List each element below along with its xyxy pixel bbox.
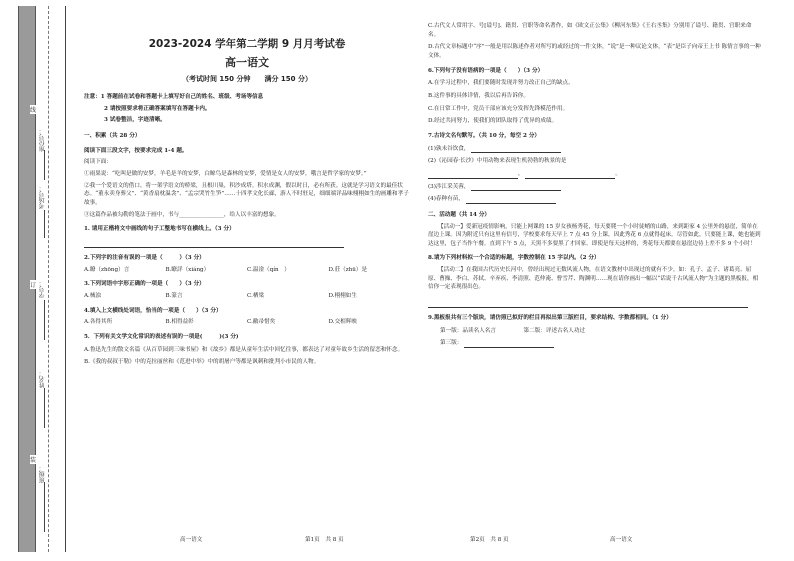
exam-subject: 高一语文	[225, 56, 269, 70]
board-3-row	[440, 339, 762, 348]
q3-option-c[interactable]: C.栖梁	[247, 293, 265, 299]
footer-right-page: 第2页 共 8 页	[470, 537, 509, 543]
q7-item-3-blank[interactable]	[471, 185, 561, 191]
q5-text: 5．下列有关文学文化常识的表述有误的一项是( )(3 分)	[84, 333, 239, 340]
binding-solid-line	[65, 6, 66, 552]
q2-option-c[interactable]: C.温淦（qín ）	[247, 266, 290, 273]
class-label: 班级：	[39, 465, 46, 483]
exam-title: 2023-2024 学年第二学期 9 月月考试卷	[148, 38, 346, 50]
board-2-label: 第二版：评述古名人功过	[523, 327, 586, 334]
q5-option-b[interactable]: B.《我的叔叔于勒》中的克拉丽丝和《范进中举》中的胡屠户等都是讽刺和批判小市民的人物。	[84, 359, 320, 366]
q7-item-2-blank-b[interactable]	[525, 173, 615, 179]
q2-options	[84, 266, 410, 275]
q2-option-b[interactable]: B.瞭詳（xiáng）	[165, 266, 210, 273]
q6-option-b[interactable]: B.这件事的具体详情，我以后再告诉你。	[428, 92, 529, 99]
q3-option-b[interactable]: B.篆言	[165, 293, 183, 299]
passage-para-1: ①雨果说：“吃叫是做的安梦，羊毛是羊的安梦，白鲸鸟是森林的安梦，爱情是女人的安梦，哦言是哲学家的安梦。”	[84, 171, 367, 178]
q6-option-c[interactable]: C.在日常工作中，党员干部应该充分发挥先锋模范作用。	[428, 105, 569, 112]
seat-no-label: 座位号：	[39, 128, 46, 152]
q7-item-3-text: (3)涉江采芙蓉，	[428, 183, 470, 190]
q7-item-1-blank[interactable]	[471, 147, 561, 153]
q7-item-2-blanks: ， 。	[428, 170, 762, 179]
board-3-blank[interactable]	[464, 342, 554, 348]
q5-option-c[interactable]: C.古代文人常用字、号[谥号]、籍贯、官职等命名著作，如《欧文正公集》《柳河东集》《王右丞集》分别用了谥号、籍贯、官职来命名。	[428, 23, 752, 38]
q1-answer-line[interactable]	[84, 238, 344, 248]
section1-heading: 一、积累（共 28 分）	[84, 133, 141, 140]
q7-item-4	[428, 195, 762, 204]
q6-option-a[interactable]: A.在学习过程中，我们要随时发现并努力改正自己的缺点。	[428, 80, 574, 87]
note-2: 2 请按照要求将正确答案填写在答题卡内。	[104, 105, 211, 112]
seat-no-field[interactable]	[44, 150, 45, 180]
q3-options	[84, 292, 410, 301]
q5-option-a[interactable]: A.鲁迅先生的散文名篇《从百草园到三味书屋》和《故乡》都是从童年生活中回忆往事，都表达了对童年故乡生活的留恋和怀念。	[84, 346, 404, 353]
student-no-label: 学号：	[39, 280, 46, 298]
q3-option-d[interactable]: D.栩栩如生	[328, 293, 357, 299]
binding-strip	[0, 0, 74, 561]
left-column	[84, 22, 410, 367]
passage-title: 阅读下面：	[84, 159, 112, 166]
q5-option-d[interactable]: D.古代文章标题中“序”一般是用以陈述作者对所写的或经过的一件文体，“说”是一种议论文体，“表”是臣子向帝王上书 陈情言事的一种文体。	[428, 44, 761, 59]
footer-left-page: 第1页 共 8 页	[305, 537, 344, 543]
section1-intro: 阅读下面三段文字，按要求完成 1-4 题。	[84, 147, 188, 154]
q4-option-c[interactable]: C.敝帚惜矣	[247, 319, 276, 326]
q4-options	[84, 318, 410, 327]
exam-room-label: 考场号：	[39, 185, 46, 209]
q4-option-b[interactable]: B.相得益彰	[165, 319, 194, 326]
exam-room-field[interactable]	[44, 210, 45, 238]
note-1: 注意：1 答题前在试卷和答题卡上填写好自己的姓名、班级、考场等信息	[84, 94, 264, 101]
right-column	[428, 22, 762, 348]
q3-text: 3.下列词语中字形正确的一项是（ ）（3 分）	[84, 281, 205, 288]
board-3-label: 第三版：	[440, 340, 463, 347]
binding-dashed-line	[48, 6, 49, 552]
binding-mark-line: 线	[30, 107, 37, 114]
q2-option-d[interactable]: D.莊（zhū）是	[328, 266, 368, 273]
q6-option-d[interactable]: D.经过共同努力，使我们的团队取得了优异的成绩。	[428, 118, 558, 125]
q6-text: 6.下列句子没有语病的一项是（ ）（3 分）	[428, 67, 544, 74]
q1-text: 1. 请用正楷将文中画线的句子工整地书写在横线上。（3 分）	[84, 226, 235, 233]
q7-item-3	[428, 183, 762, 192]
class-field[interactable]	[44, 482, 45, 532]
q4-option-a[interactable]: A.各得其所	[84, 319, 113, 326]
board-1-label: 第一版：品读名人名言	[440, 327, 496, 334]
footer-left-subject: 高一语文	[180, 537, 203, 543]
q2-option-a[interactable]: A.瞭（zhōng）言	[84, 266, 130, 273]
binding-gray-bar	[18, 6, 36, 552]
exam-time-info: （考试时间 150 分钟 满分 150 分）	[182, 75, 312, 84]
passage-para-3: ③这篇作品被勾勒的笔法于画中，书与________________，给人以丰富的想象。	[84, 211, 280, 218]
q7-item-2	[428, 157, 762, 166]
student-no-field[interactable]	[44, 300, 45, 340]
binding-mark-order: 订	[30, 282, 37, 289]
q7-item-1	[428, 145, 762, 154]
q8-answer-line[interactable]	[428, 298, 748, 308]
passage-para-2: ②我一个爱语文的借口，将一架学语文的桥梁，且根川巢，积沙成塔。积水成渊，假以时日，必有所获。这就是学习语文的最佳状态。“董永卖身葬父”、“黄香扇枕温衾”、“孟宗哭竹生笋”……十四孝文化长廊，游人不时驻足，细细端详品味栩栩如生的画雕和孝子故事。	[84, 182, 409, 207]
q8-text: 8.请为下列材料拟一个合适的标题，字数控制在 15 字以内。（2 分）	[428, 255, 600, 262]
q9-text: 9.黑板报共有三个版块，请仿照已拟好的栏目再拟出第三版栏目，要求结构、字数都相同。（1 分）	[428, 315, 672, 322]
q7-item-2-blank-a[interactable]	[428, 173, 518, 179]
q3-option-a[interactable]: A.械浊	[84, 293, 102, 299]
q7-item-4-blank[interactable]	[466, 198, 556, 204]
name-label: 姓名：	[39, 370, 46, 388]
section2-heading: 二、活动题（共 14 分）	[428, 211, 491, 218]
binding-mark-install: 装	[30, 457, 37, 464]
note-3: 3 试卷整洁，字迹清晰。	[104, 117, 166, 124]
q7-item-4-text: (4)春种有苗，	[428, 196, 464, 203]
q7-item-1-text: (1)孰未谷饮食，	[428, 145, 470, 152]
q7-text: 7.古诗文名句默写。（共 10 分，每空 2 分）	[428, 132, 541, 139]
name-field[interactable]	[44, 388, 45, 428]
board-row	[440, 327, 762, 336]
activity-1-text: 【活动一】爱新冠疫情影响，只能上网课的 15 岁女孩杨秀花，每天要爬一个小时徒峭的山路，来到距家 4 公里外的悬崖，简单在崖边上课。因为附近只有这里有信号，学校要求每天早上 7 点 45 分上课，因此秀花 6 点就得起床。尽管如此，只要能上课，她也能到达这里，包子当作午餐。直到下午 5 点，天黑不多要黑了才回家。即使是每天这样的，秀花每天都要在悬崖边待上差不多 9 个小时！	[428, 223, 761, 247]
activity-2-text: 【活动二】在我国古代历史长河中，曾经出现过无数风流人物，在语文教材中出现过的就有不少，如：孔子、孟子、诸葛亮、屈原、曹操、李白、苏轼、辛弃疾、李清照、范仲淹、曹雪芹、陶渊明……现在请你画出一幅以“话说千古风流人物”为主题的黑板报，相信你一定表现很出色。	[428, 267, 759, 291]
footer-right-subject: 高一语文	[610, 537, 633, 543]
q2-text: 2.下列字的注音有误的一项是（ ）（3 分）	[84, 255, 205, 262]
q4-option-d[interactable]: D.交相辉映	[328, 319, 357, 326]
q7-item-2-text: (2)《沁园春·长沙》中用动物来表现生机勃勃的秋景的是	[428, 158, 567, 165]
q4-text: 4.填入上文横线处词语，恰当的一项是（ ）（3 分）	[84, 307, 222, 314]
